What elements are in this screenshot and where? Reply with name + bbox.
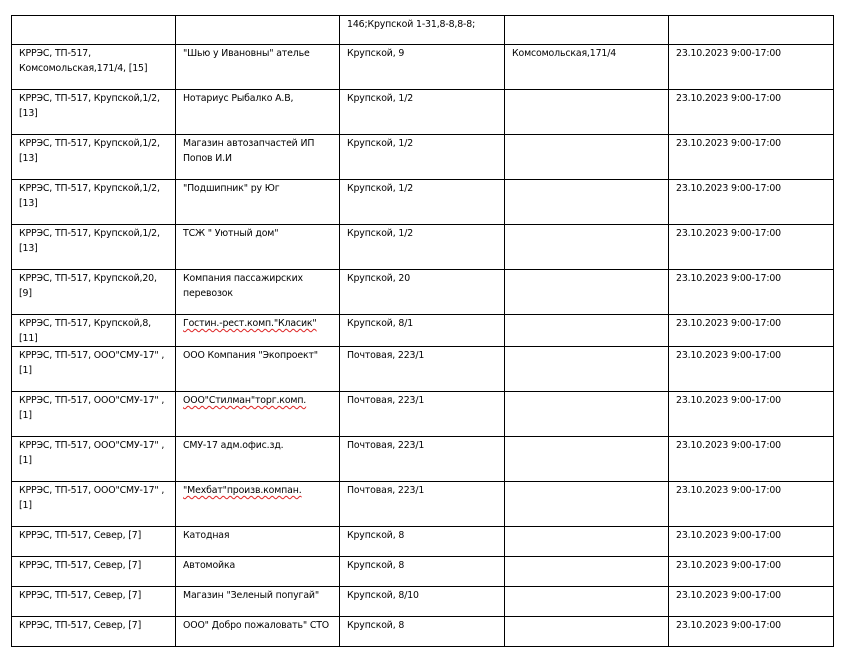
consumer-cell: Автомойка (176, 557, 340, 587)
extra-address-cell (505, 392, 669, 437)
feeder-cell: КРРЭС, ТП-517, Север, [7] (12, 527, 176, 557)
consumer-cell: ООО" Добро пожаловать" СТО (176, 617, 340, 647)
extra-address-cell (505, 482, 669, 527)
table-row (12, 90, 834, 135)
extra-address-cell (505, 315, 669, 347)
outage-time-cell: 23.10.2023 9:00-17:00 (669, 587, 834, 617)
consumer-cell: Нотариус Рыбалко А.В, (176, 90, 340, 135)
table-row (12, 347, 834, 392)
extra-address-cell (505, 527, 669, 557)
address-cell: Крупской, 1/2 (340, 180, 505, 225)
outage-schedule-table (11, 15, 834, 647)
consumer-cell: Гостин.-рест.комп."Класик" (176, 315, 340, 347)
outage-time-cell: 23.10.2023 9:00-17:00 (669, 90, 834, 135)
feeder-cell: КРРЭС, ТП-517, Север, [7] (12, 557, 176, 587)
address-cell: Почтовая, 223/1 (340, 437, 505, 482)
consumer-cell: "Мехбат"произв.компан. (176, 482, 340, 527)
outage-time-cell: 23.10.2023 9:00-17:00 (669, 135, 834, 180)
feeder-cell: КРРЭС, ТП-517, Крупской,1/2, [13] (12, 90, 176, 135)
address-cell: Крупской, 8 (340, 557, 505, 587)
consumer-cell: Магазин автозапчастей ИП Попов И.И (176, 135, 340, 180)
outage-time-cell: 23.10.2023 9:00-17:00 (669, 527, 834, 557)
outage-time-cell: 23.10.2023 9:00-17:00 (669, 180, 834, 225)
table-row (12, 315, 834, 347)
address-cell: Крупской, 20 (340, 270, 505, 315)
table-row (12, 617, 834, 647)
feeder-cell: КРРЭС, ТП-517, Крупской,8, [11] (12, 315, 176, 347)
feeder-cell: КРРЭС, ТП-517, Крупской,1/2, [13] (12, 180, 176, 225)
address-cell: Почтовая, 223/1 (340, 482, 505, 527)
table-row (12, 482, 834, 527)
feeder-cell: КРРЭС, ТП-517, Север, [7] (12, 617, 176, 647)
consumer-cell: ООО"Стилман"торг.комп. (176, 392, 340, 437)
table-row (12, 437, 834, 482)
extra-address-cell (505, 347, 669, 392)
consumer-cell (176, 16, 340, 45)
address-cell: Крупской, 1/2 (340, 135, 505, 180)
extra-address-cell (505, 135, 669, 180)
table-row (12, 16, 834, 45)
feeder-cell (12, 16, 176, 45)
outage-time-cell: 23.10.2023 9:00-17:00 (669, 482, 834, 527)
outage-time-cell: 23.10.2023 9:00-17:00 (669, 45, 834, 90)
extra-address-cell (505, 90, 669, 135)
extra-address-cell: Комсомольская,171/4 (505, 45, 669, 90)
table-row (12, 527, 834, 557)
address-cell: Почтовая, 223/1 (340, 347, 505, 392)
table-row (12, 557, 834, 587)
feeder-cell: КРРЭС, ТП-517, Север, [7] (12, 587, 176, 617)
consumer-cell: СМУ-17 адм.офис.зд. (176, 437, 340, 482)
outage-time-cell: 23.10.2023 9:00-17:00 (669, 392, 834, 437)
consumer-cell: Магазин "Зеленый попугай" (176, 587, 340, 617)
address-cell: Крупской, 1/2 (340, 225, 505, 270)
outage-time-cell: 23.10.2023 9:00-17:00 (669, 315, 834, 347)
feeder-cell: КРРЭС, ТП-517, Крупской,20, [9] (12, 270, 176, 315)
consumer-cell: Катодная (176, 527, 340, 557)
outage-time-cell (669, 16, 834, 45)
extra-address-cell (505, 270, 669, 315)
address-cell: Крупской, 8 (340, 527, 505, 557)
outage-time-cell: 23.10.2023 9:00-17:00 (669, 557, 834, 587)
feeder-cell: КРРЭС, ТП-517, Крупской,1/2, [13] (12, 135, 176, 180)
feeder-cell: КРРЭС, ТП-517, ООО"СМУ-17" , [1] (12, 482, 176, 527)
consumer-cell: ТСЖ " Уютный дом" (176, 225, 340, 270)
feeder-cell: КРРЭС, ТП-517, Крупской,1/2, [13] (12, 225, 176, 270)
outage-time-cell: 23.10.2023 9:00-17:00 (669, 347, 834, 392)
address-cell: Крупской, 8 (340, 617, 505, 647)
table-row (12, 180, 834, 225)
extra-address-cell (505, 16, 669, 45)
address-cell: Крупской, 9 (340, 45, 505, 90)
outage-time-cell: 23.10.2023 9:00-17:00 (669, 617, 834, 647)
extra-address-cell (505, 587, 669, 617)
address-cell: Крупской, 8/1 (340, 315, 505, 347)
feeder-cell: КРРЭС, ТП-517, Комсомольская,171/4, [15] (12, 45, 176, 90)
address-cell: Крупской, 8/10 (340, 587, 505, 617)
extra-address-cell (505, 617, 669, 647)
outage-time-cell: 23.10.2023 9:00-17:00 (669, 437, 834, 482)
extra-address-cell (505, 557, 669, 587)
consumer-cell: ООО Компания "Экопроект" (176, 347, 340, 392)
feeder-cell: КРРЭС, ТП-517, ООО"СМУ-17" , [1] (12, 347, 176, 392)
table-row (12, 270, 834, 315)
consumer-cell: "Подшипник" ру Юг (176, 180, 340, 225)
table-row (12, 392, 834, 437)
address-cell: Крупской, 1/2 (340, 90, 505, 135)
outage-time-cell: 23.10.2023 9:00-17:00 (669, 270, 834, 315)
extra-address-cell (505, 225, 669, 270)
consumer-cell: "Шью у Ивановны" ателье (176, 45, 340, 90)
feeder-cell: КРРЭС, ТП-517, ООО"СМУ-17" , [1] (12, 437, 176, 482)
consumer-cell: Компания пассажирских перевозок (176, 270, 340, 315)
feeder-cell: КРРЭС, ТП-517, ООО"СМУ-17" , [1] (12, 392, 176, 437)
address-cell: 146;Крупской 1-31,8-8,8-8; (340, 16, 505, 45)
table-row (12, 587, 834, 617)
table-row (12, 45, 834, 90)
extra-address-cell (505, 437, 669, 482)
table-row (12, 135, 834, 180)
outage-time-cell: 23.10.2023 9:00-17:00 (669, 225, 834, 270)
address-cell: Почтовая, 223/1 (340, 392, 505, 437)
extra-address-cell (505, 180, 669, 225)
table-row (12, 225, 834, 270)
